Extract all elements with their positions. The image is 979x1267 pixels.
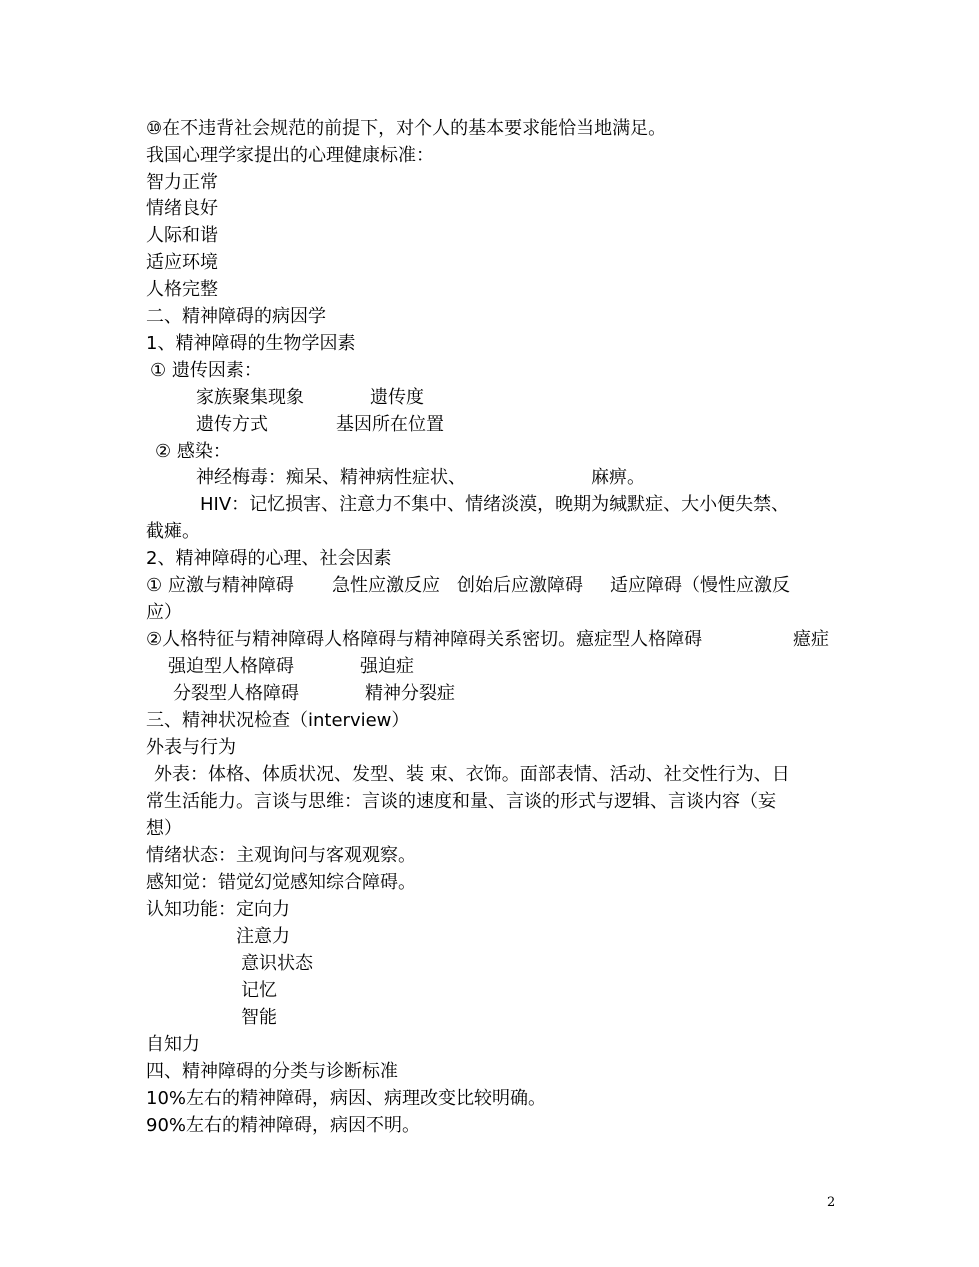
text-line: 强迫症: [360, 656, 414, 677]
text-line: 注意力: [236, 926, 290, 947]
text-line: ① 应激与精神障碍: [146, 575, 294, 596]
text-line: 90%左右的精神障碍，病因不明。: [146, 1115, 421, 1136]
text-line: 想）: [146, 818, 182, 839]
text-line: 适应障碍（慢性应激反: [610, 575, 790, 596]
section-heading: 三、精神状况检查（interview）: [146, 710, 410, 731]
text-line: 常生活能力。言谈与思维：言谈的速度和量、言谈的形式与逻辑、言谈内容（妄: [146, 791, 776, 812]
text-line: ⑩在不违背社会规范的前提下，对个人的基本要求能恰当地满足。: [146, 118, 667, 139]
text-line: 人格完整: [146, 279, 218, 300]
text-line: ② 感染：: [155, 441, 231, 462]
text-line: 情绪良好: [146, 198, 218, 219]
text-line: 10%左右的精神障碍，病因、病理改变比较明确。: [146, 1088, 547, 1109]
subsection-heading: 1、精神障碍的生物学因素: [146, 333, 356, 354]
text-line: ②人格特征与精神障碍人格障碍与精神障碍关系密切。癔症型人格障碍: [146, 629, 703, 650]
text-line: 智力正常: [146, 172, 218, 193]
text-line: 截瘫。: [146, 521, 200, 542]
text-line: 认知功能：定向力: [146, 899, 290, 920]
text-line: 创始后应激障碍: [457, 575, 583, 596]
text-line: 外表与行为: [146, 737, 236, 758]
text-line: 癔症: [793, 629, 829, 650]
text-line: 我国心理学家提出的心理健康标准：: [146, 145, 434, 166]
section-heading: 四、精神障碍的分类与诊断标准: [146, 1061, 398, 1082]
text-line: 强迫型人格障碍: [168, 656, 294, 677]
text-line: 遗传方式: [196, 414, 268, 435]
page-number: 2: [827, 1195, 836, 1210]
text-line: ① 遗传因素：: [150, 360, 262, 381]
text-line: 自知力: [146, 1034, 200, 1055]
subsection-heading: 2、精神障碍的心理、社会因素: [146, 548, 392, 569]
text-line: 急性应激反应: [332, 575, 440, 596]
text-line: 智能: [241, 1007, 277, 1028]
text-line: 人际和谐: [146, 225, 218, 246]
text-line: 基因所在位置: [336, 414, 444, 435]
section-heading: 二、精神障碍的病因学: [146, 306, 326, 327]
text-line: 情绪状态：主观询问与客观观察。: [146, 845, 416, 866]
text-line: 适应环境: [146, 252, 218, 273]
text-line: 意识状态: [241, 953, 313, 974]
text-line: 记忆: [241, 980, 277, 1001]
text-line: 分裂型人格障碍: [173, 683, 299, 704]
text-line: 遗传度: [370, 387, 424, 408]
text-line: 麻痹。: [591, 467, 645, 488]
text-line: 外表：体格、体质状况、发型、装 束、衣饰。面部表情、活动、社交性行为、日: [154, 764, 790, 785]
text-line: HIV：记忆损害、注意力不集中、情绪淡漠，晚期为缄默症、大小便失禁、: [200, 494, 790, 515]
text-line: 神经梅毒：痴呆、精神病性症状、: [196, 467, 466, 488]
text-line: 感知觉：错觉幻觉感知综合障碍。: [146, 872, 416, 893]
text-line: 精神分裂症: [365, 683, 455, 704]
text-line: 家族聚集现象: [196, 387, 304, 408]
text-line: 应）: [146, 602, 182, 623]
